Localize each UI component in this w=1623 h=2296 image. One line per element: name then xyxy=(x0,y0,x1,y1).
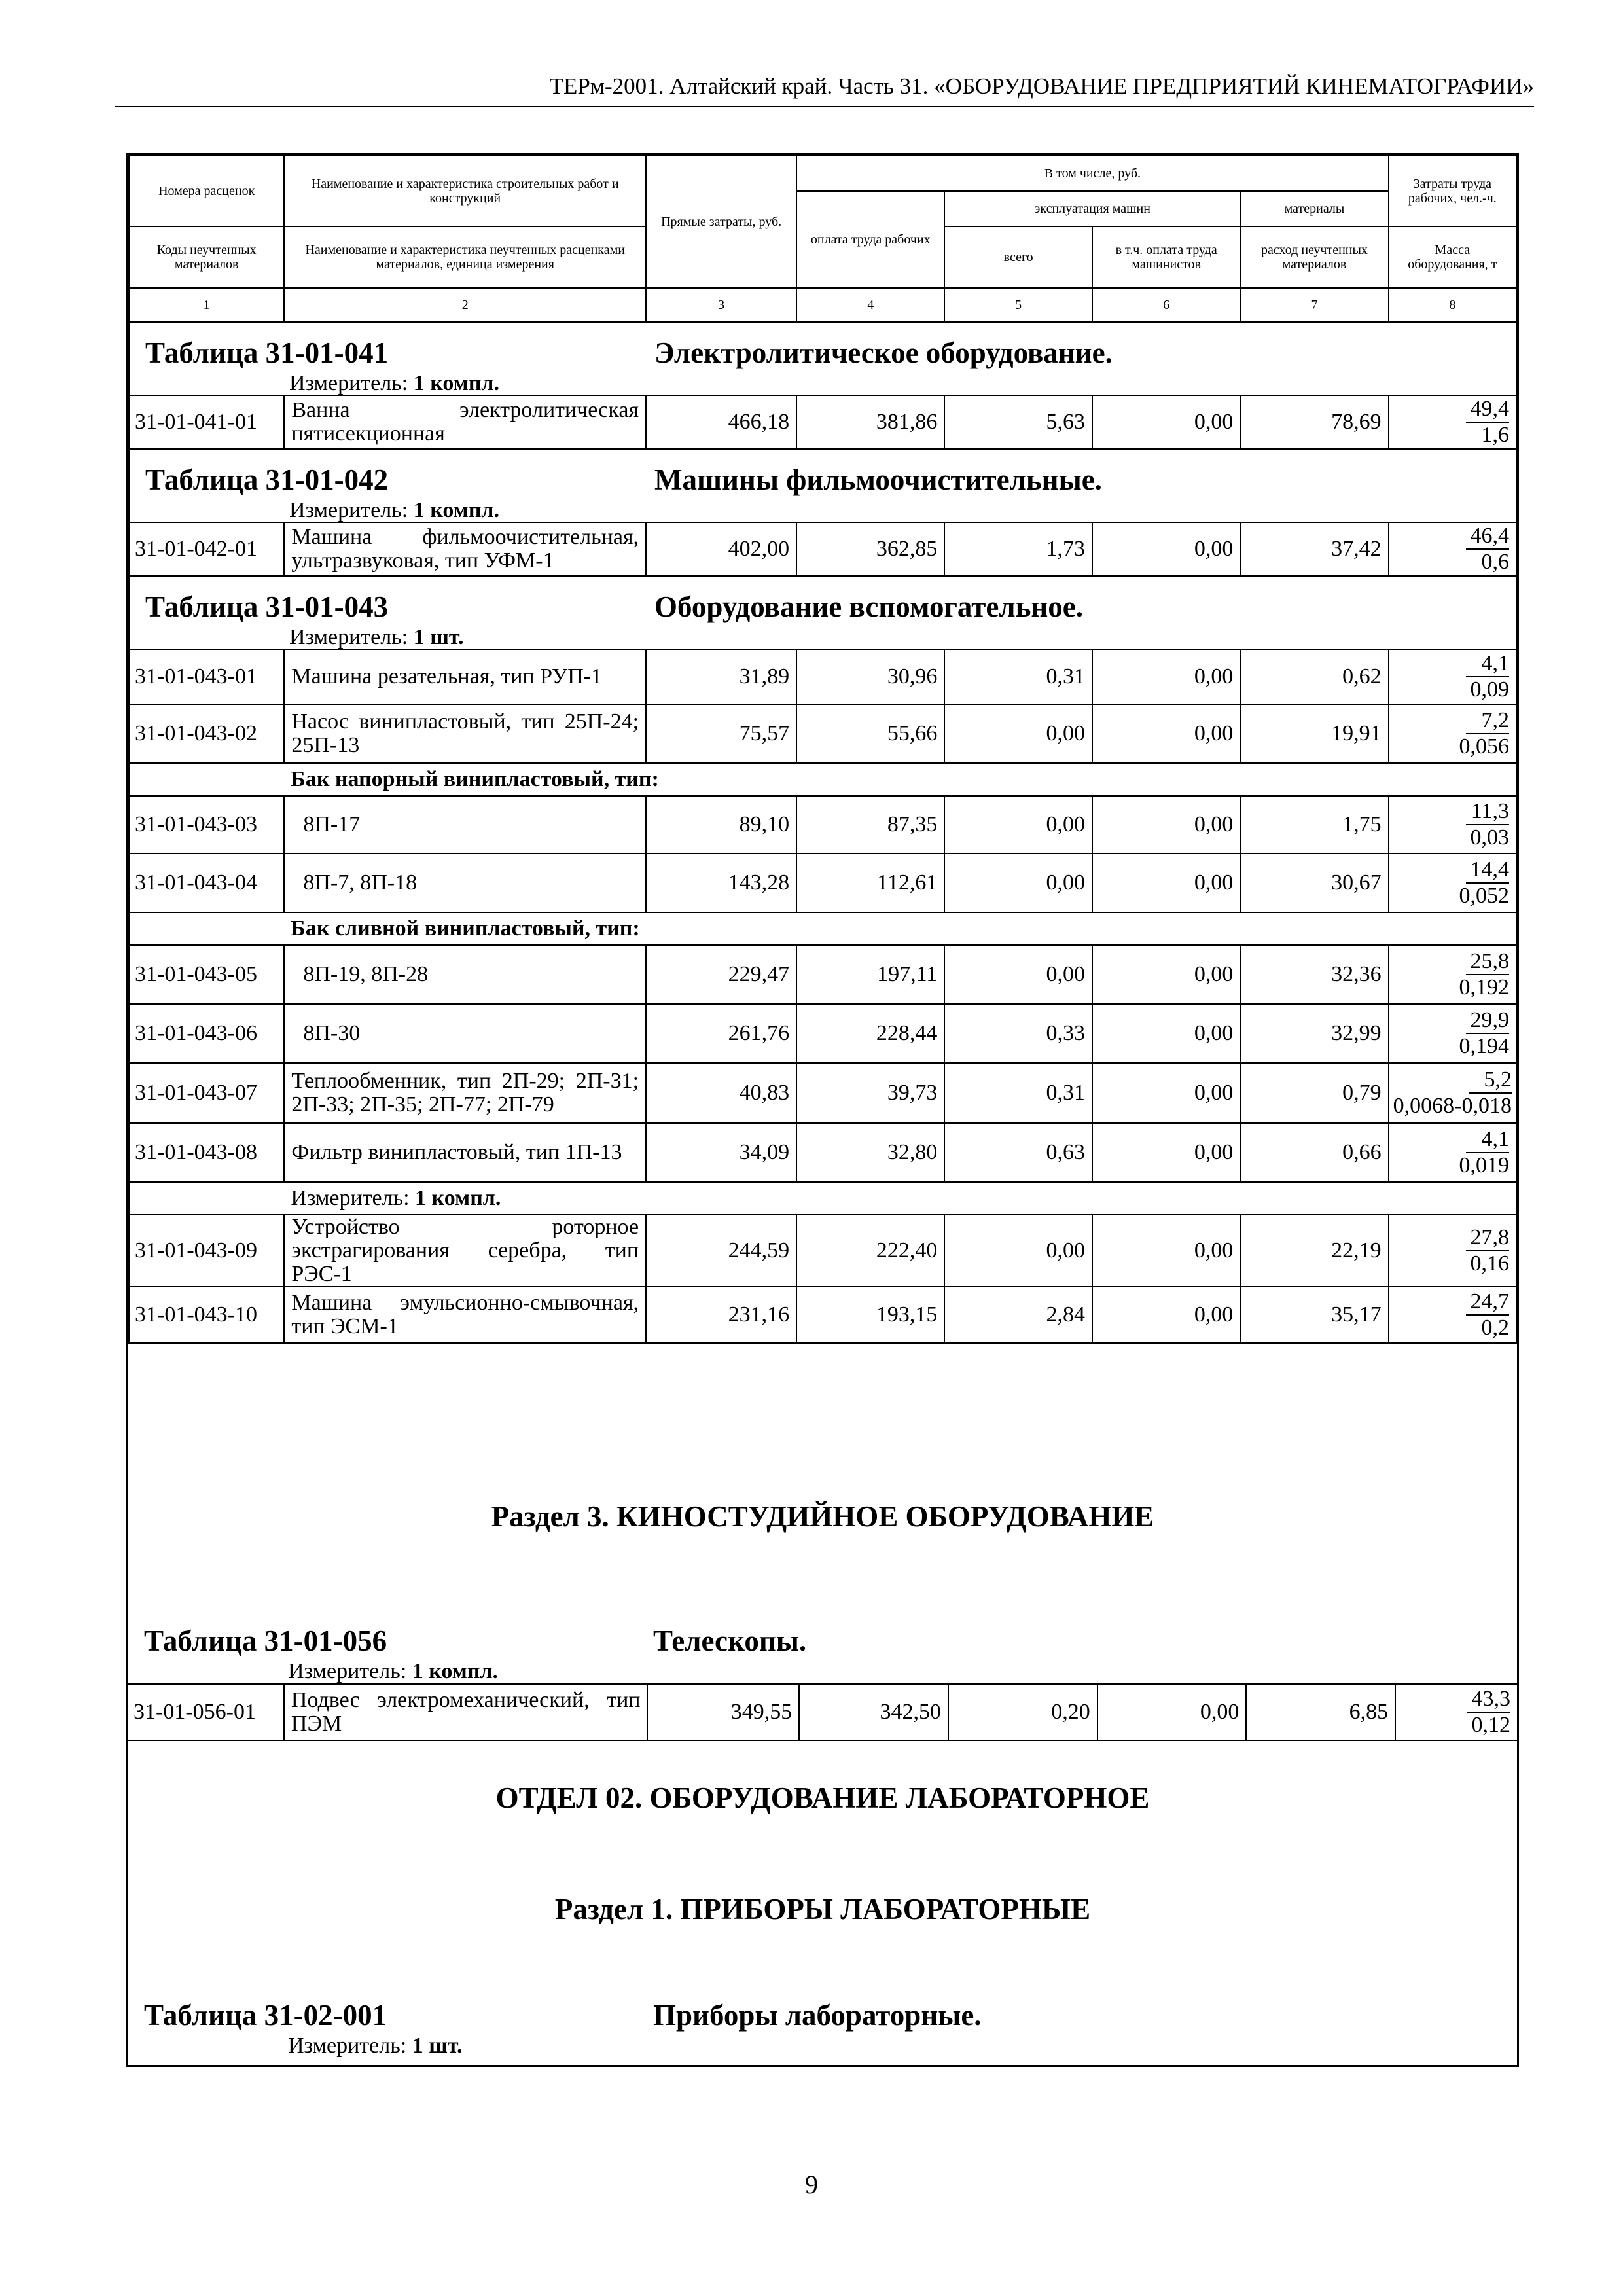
section-heading: Раздел 1. ПРИБОРЫ ЛАБОРАТОРНЫЕ xyxy=(554,1893,1091,1926)
machines-total: 0,00 xyxy=(944,1215,1092,1287)
table-row xyxy=(129,1063,1516,1123)
col-direct-costs: Прямые затраты, руб. xyxy=(646,156,796,288)
labor-hours: 7,2 xyxy=(1466,708,1509,734)
subheading-spacer xyxy=(129,763,284,796)
machinist-pay: 0,00 xyxy=(1092,395,1240,449)
table-row xyxy=(129,853,1516,912)
labor-hours: 43,3 xyxy=(1467,1687,1510,1713)
direct-costs: 231,16 xyxy=(646,1287,796,1343)
machinist-pay: 0,00 xyxy=(1092,945,1240,1004)
table-unit xyxy=(289,371,499,396)
labor-pay: 197,11 xyxy=(796,945,944,1004)
materials-cost: 37,42 xyxy=(1240,522,1388,576)
equipment-mass: 0,03 xyxy=(1470,825,1509,850)
rate-name: Фильтр винипластовый, тип 1П-13 xyxy=(284,1123,646,1182)
column-number: 8 xyxy=(1389,288,1516,322)
labor-mass-cell xyxy=(1389,853,1516,912)
rate-name: Ванна электролитическая пятисекционная xyxy=(284,395,646,449)
labor-hours: 49,4 xyxy=(1466,397,1509,423)
machinist-pay: 0,00 xyxy=(1092,796,1240,853)
table-unit xyxy=(288,2034,463,2058)
table-unit xyxy=(289,625,464,650)
unit-value: 1 компл. xyxy=(413,498,500,522)
direct-costs: 89,10 xyxy=(646,796,796,853)
page-number: 9 xyxy=(805,2170,818,2199)
labor-pay: 342,50 xyxy=(799,1684,948,1740)
materials-cost: 19,91 xyxy=(1240,704,1388,763)
labor-pay: 222,40 xyxy=(796,1215,944,1287)
column-number: 5 xyxy=(944,288,1092,322)
labor-mass-cell xyxy=(1389,704,1516,763)
rate-name: Насос винипластовый, тип 25П-24; 25П-13 xyxy=(284,704,646,763)
machinist-pay: 0,00 xyxy=(1092,1063,1240,1123)
unit-value: 1 компл. xyxy=(415,1186,501,1210)
materials-cost: 0,62 xyxy=(1240,649,1388,704)
table-heading xyxy=(129,322,1516,395)
direct-costs: 402,00 xyxy=(646,522,796,576)
labor-pay: 193,15 xyxy=(796,1287,944,1343)
equipment-mass: 0,056 xyxy=(1459,734,1509,759)
machines-total: 0,31 xyxy=(944,649,1092,704)
table-unit xyxy=(289,498,499,523)
unit-label: Измеритель: xyxy=(289,371,408,395)
equipment-mass: 0,052 xyxy=(1459,884,1509,908)
labor-mass-cell xyxy=(1389,395,1516,449)
unit-label: Измеритель: xyxy=(288,2034,407,2058)
labor-hours: 27,8 xyxy=(1466,1225,1509,1251)
rate-code: 31-01-043-03 xyxy=(129,796,284,853)
table-heading xyxy=(129,576,1516,649)
department-heading: ОТДЕЛ 02. ОБОРУДОВАНИЕ ЛАБОРАТОРНОЕ xyxy=(495,1782,1150,1814)
equipment-mass: 0,09 xyxy=(1470,677,1509,702)
machines-total: 0,20 xyxy=(948,1684,1097,1740)
direct-costs: 466,18 xyxy=(646,395,796,449)
rate-name: Теплообменник, тип 2П-29; 2П-31; 2П-33; 2П-35; 2П-77; 2П-79 xyxy=(284,1063,646,1123)
equipment-mass: 0,194 xyxy=(1459,1034,1509,1058)
table-number: Таблица 31-01-042 xyxy=(145,463,389,496)
table-title: Электролитическое оборудование. xyxy=(654,336,1113,369)
labor-hours: 24,7 xyxy=(1466,1289,1509,1316)
table-row xyxy=(129,1215,1516,1287)
machinist-pay: 0,00 xyxy=(1092,649,1240,704)
equipment-mass: 0,192 xyxy=(1459,975,1509,999)
col-work-name: Наименование и характеристика строительных работ и конструкций xyxy=(284,156,646,226)
machines-total: 5,63 xyxy=(944,395,1092,449)
subheading-spacer xyxy=(129,912,284,945)
labor-pay: 381,86 xyxy=(796,395,944,449)
rate-code: 31-01-043-10 xyxy=(129,1287,284,1343)
machinist-pay: 0,00 xyxy=(1092,1004,1240,1063)
rate-code: 31-01-056-01 xyxy=(128,1684,284,1740)
labor-hours: 4,1 xyxy=(1466,651,1509,677)
rate-code: 31-01-043-02 xyxy=(129,704,284,763)
materials-cost: 6,85 xyxy=(1246,1684,1395,1740)
machines-total: 0,00 xyxy=(944,796,1092,853)
rate-name: 8П-30 xyxy=(284,1004,646,1063)
section-heading: Раздел 3. КИНОСТУДИЙНОЕ ОБОРУДОВАНИЕ xyxy=(491,1500,1154,1533)
labor-hours: 29,9 xyxy=(1466,1008,1509,1034)
labor-hours: 5,2 xyxy=(1469,1067,1512,1094)
col-machines-total: всего xyxy=(944,226,1092,288)
unit-value: 1 компл. xyxy=(412,1659,499,1683)
unit-row xyxy=(129,1182,1516,1215)
rate-code: 31-01-043-01 xyxy=(129,649,284,704)
labor-hours: 46,4 xyxy=(1466,524,1509,550)
labor-pay: 112,61 xyxy=(796,853,944,912)
labor-pay: 55,66 xyxy=(796,704,944,763)
table-title: Оборудование вспомогательное. xyxy=(654,590,1084,623)
rate-name: Машина резательная, тип РУП-1 xyxy=(284,649,646,704)
materials-cost: 0,66 xyxy=(1240,1123,1388,1182)
rate-table-sheet xyxy=(126,153,1519,2067)
telescopes-table xyxy=(128,1611,1517,1741)
equipment-mass: 0,019 xyxy=(1459,1153,1509,1177)
rate-code: 31-01-043-09 xyxy=(129,1215,284,1287)
rate-name: Машина фильмоочистительная, ультразвуковая, тип УФМ-1 xyxy=(284,522,646,576)
materials-cost: 0,79 xyxy=(1240,1063,1388,1123)
labor-mass-cell xyxy=(1389,1123,1516,1182)
materials-cost: 1,75 xyxy=(1240,796,1388,853)
machinist-pay: 0,00 xyxy=(1092,1215,1240,1287)
table-row xyxy=(129,1004,1516,1063)
table-unit xyxy=(284,1182,1516,1215)
rate-code: 31-01-042-01 xyxy=(129,522,284,576)
direct-costs: 34,09 xyxy=(646,1123,796,1182)
rates-table xyxy=(128,155,1517,1344)
labor-hours: 14,4 xyxy=(1466,857,1509,884)
col-labor-pay: оплата труда рабочих xyxy=(796,191,944,288)
labor-pay: 228,44 xyxy=(796,1004,944,1063)
table-row xyxy=(128,1684,1517,1740)
labor-mass-cell xyxy=(1389,945,1516,1004)
rate-code: 31-01-043-08 xyxy=(129,1123,284,1182)
rate-code: 31-01-043-04 xyxy=(129,853,284,912)
equipment-mass: 0,12 xyxy=(1471,1713,1510,1737)
labor-pay: 32,80 xyxy=(796,1123,944,1182)
table-row xyxy=(129,522,1516,576)
subheading: Бак напорный винипластовый, тип: xyxy=(284,763,1516,796)
labor-hours: 25,8 xyxy=(1466,949,1509,975)
machinist-pay: 0,00 xyxy=(1092,522,1240,576)
labor-mass-cell xyxy=(1389,1215,1516,1287)
rate-name: 8П-7, 8П-18 xyxy=(284,853,646,912)
col-machine-operation: эксплуатация машин xyxy=(944,191,1240,226)
table-title: Приборы лабораторные. xyxy=(653,1999,982,2032)
unit-label: Измеритель: xyxy=(288,1659,407,1683)
direct-costs: 31,89 xyxy=(646,649,796,704)
materials-cost: 32,36 xyxy=(1240,945,1388,1004)
subheading: Бак сливной винипластовый, тип: xyxy=(284,912,1516,945)
machines-total: 0,31 xyxy=(944,1063,1092,1123)
table-row xyxy=(129,1287,1516,1343)
machines-total: 2,84 xyxy=(944,1287,1092,1343)
col-rate-numbers: Номера расценок xyxy=(129,156,284,226)
labor-mass-cell xyxy=(1395,1684,1517,1740)
materials-cost: 30,67 xyxy=(1240,853,1388,912)
rate-name: Подвес электромеханический, тип ПЭМ xyxy=(284,1684,648,1740)
machinist-pay: 0,00 xyxy=(1097,1684,1247,1740)
direct-costs: 244,59 xyxy=(646,1215,796,1287)
materials-cost: 22,19 xyxy=(1240,1215,1388,1287)
machinist-pay: 0,00 xyxy=(1092,1123,1240,1182)
unit-value: 1 компл. xyxy=(413,371,500,395)
column-number: 7 xyxy=(1240,288,1388,322)
labor-pay: 30,96 xyxy=(796,649,944,704)
table-unit xyxy=(288,1659,498,1684)
machinist-pay: 0,00 xyxy=(1092,704,1240,763)
col-machinist-pay: в т.ч. оплата труда машинистов xyxy=(1092,226,1240,288)
equipment-mass: 0,6 xyxy=(1481,550,1509,574)
subheading-row xyxy=(129,763,1516,796)
rate-code: 31-01-043-07 xyxy=(129,1063,284,1123)
table-number: Таблица 31-02-001 xyxy=(144,1999,387,2032)
labor-mass-cell xyxy=(1389,796,1516,853)
direct-costs: 229,47 xyxy=(646,945,796,1004)
direct-costs: 40,83 xyxy=(646,1063,796,1123)
machinist-pay: 0,00 xyxy=(1092,853,1240,912)
labor-pay: 87,35 xyxy=(796,796,944,853)
col-labor-costs: Затраты труда рабочих, чел.-ч. xyxy=(1389,156,1516,226)
subheading-row xyxy=(129,912,1516,945)
page-header: ТЕРм-2001. Алтайский край. Часть 31. «ОБОРУДОВАНИЕ ПРЕДПРИЯТИЙ КИНЕМАТОГРАФИИ» xyxy=(115,71,1534,107)
machines-total: 0,63 xyxy=(944,1123,1092,1182)
table-row xyxy=(129,1123,1516,1182)
table-number: Таблица 31-01-043 xyxy=(145,590,389,623)
table-heading xyxy=(128,1998,1517,2064)
table-row xyxy=(129,649,1516,704)
labor-pay: 362,85 xyxy=(796,522,944,576)
col-including: В том числе, руб. xyxy=(796,156,1388,191)
col-material-names: Наименование и характеристика неучтенных расценками материалов, единица измерения xyxy=(284,226,646,288)
col-unaccounted-materials: расход неучтенных материалов xyxy=(1240,226,1388,288)
equipment-mass: 0,0068-0,018 xyxy=(1393,1094,1512,1118)
col-equipment-mass: Масса оборудования, т xyxy=(1389,226,1516,288)
labor-mass-cell xyxy=(1389,1063,1516,1123)
rate-name: 8П-17 xyxy=(284,796,646,853)
rate-name: 8П-19, 8П-28 xyxy=(284,945,646,1004)
labor-mass-cell xyxy=(1389,1004,1516,1063)
unit-label: Измеритель: xyxy=(291,1186,410,1210)
machinist-pay: 0,00 xyxy=(1092,1287,1240,1343)
direct-costs: 349,55 xyxy=(647,1684,799,1740)
table-row xyxy=(129,395,1516,449)
column-number: 3 xyxy=(646,288,796,322)
rate-name: Машина эмульсионно-смывочная, тип ЭСМ-1 xyxy=(284,1287,646,1343)
machines-total: 0,00 xyxy=(944,945,1092,1004)
equipment-mass: 1,6 xyxy=(1481,423,1509,447)
machines-total: 0,33 xyxy=(944,1004,1092,1063)
unit-spacer xyxy=(129,1182,284,1215)
column-number: 4 xyxy=(796,288,944,322)
col-materials: материалы xyxy=(1240,191,1388,226)
equipment-mass: 0,16 xyxy=(1470,1251,1509,1276)
materials-cost: 35,17 xyxy=(1240,1287,1388,1343)
table-title: Машины фильмоочистительные. xyxy=(654,463,1102,496)
direct-costs: 261,76 xyxy=(646,1004,796,1063)
labor-mass-cell xyxy=(1389,1287,1516,1343)
table-row xyxy=(129,945,1516,1004)
table-row xyxy=(129,796,1516,853)
table-row xyxy=(129,704,1516,763)
col-material-codes: Коды неучтенных материалов xyxy=(129,226,284,288)
machines-total: 1,73 xyxy=(944,522,1092,576)
labor-mass-cell xyxy=(1389,522,1516,576)
rate-name: Устройство роторное экстрагирования серебра, тип РЭС-1 xyxy=(284,1215,646,1287)
table-number: Таблица 31-01-041 xyxy=(145,336,389,369)
unit-value: 1 шт. xyxy=(413,625,464,649)
labor-mass-cell xyxy=(1389,649,1516,704)
materials-cost: 78,69 xyxy=(1240,395,1388,449)
table-title: Телескопы. xyxy=(653,1624,807,1657)
labor-hours: 4,1 xyxy=(1466,1127,1509,1153)
rate-code: 31-01-043-06 xyxy=(129,1004,284,1063)
column-number: 6 xyxy=(1092,288,1240,322)
direct-costs: 75,57 xyxy=(646,704,796,763)
machines-total: 0,00 xyxy=(944,704,1092,763)
labor-pay: 39,73 xyxy=(796,1063,944,1123)
materials-cost: 32,99 xyxy=(1240,1004,1388,1063)
unit-label: Измеритель: xyxy=(289,498,408,522)
column-number: 1 xyxy=(129,288,284,322)
table-heading xyxy=(129,449,1516,522)
rate-code: 31-01-043-05 xyxy=(129,945,284,1004)
table-heading xyxy=(128,1611,1517,1684)
equipment-mass: 0,2 xyxy=(1481,1316,1509,1340)
unit-value: 1 шт. xyxy=(412,2034,463,2058)
direct-costs: 143,28 xyxy=(646,853,796,912)
table-number: Таблица 31-01-056 xyxy=(144,1624,387,1657)
rate-code: 31-01-041-01 xyxy=(129,395,284,449)
unit-label: Измеритель: xyxy=(289,625,408,649)
machines-total: 0,00 xyxy=(944,853,1092,912)
labor-hours: 11,3 xyxy=(1466,799,1509,825)
column-number: 2 xyxy=(284,288,646,322)
